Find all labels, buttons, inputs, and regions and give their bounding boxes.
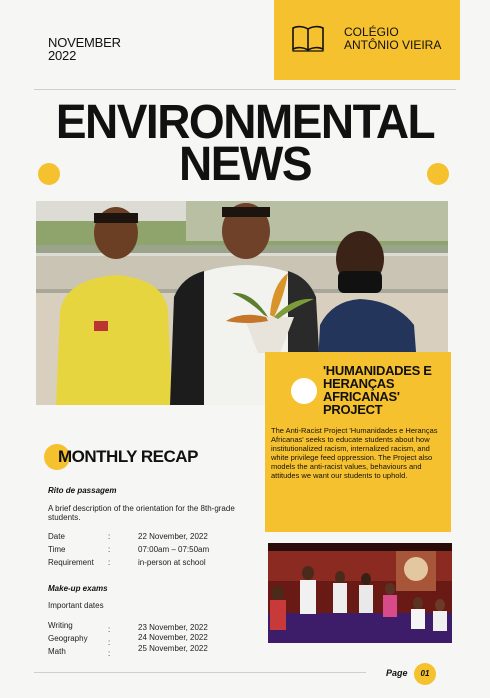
stage-performance-photo [268,543,452,643]
row-label: Time [48,545,66,554]
monthly-recap-heading: MONTHLY RECAP [58,447,198,466]
row-separator: : [108,649,111,658]
row-separator: : [108,532,111,541]
row-value: 25 November, 2022 [138,644,208,653]
row-value: 23 November, 2022 [138,623,208,632]
newsletter-title-line2: NEWS [179,135,311,191]
section-title-makeup: Make-up exams [48,584,108,593]
section-subtitle: Important dates [48,601,104,610]
row-label: Requirement [48,558,94,567]
footer-divider [34,672,366,673]
decor-dot-right [427,163,449,185]
row-label: Math [48,647,66,656]
issue-date: NOVEMBER 2022 [48,35,121,63]
open-book-icon [291,24,325,52]
page-label: Page [386,668,408,678]
row-separator: : [108,558,111,567]
newsletter-title-line1: ENVIRONMENTAL [55,93,435,149]
page-number: 01 [420,669,430,678]
row-label: Writing [48,621,73,630]
divider [34,89,456,90]
row-separator: : [108,545,111,554]
row-label: Geography [48,634,88,643]
row-label: Date [48,532,65,541]
section-title-rito: Rito de passagem [48,486,117,495]
row-separator: : [108,638,111,647]
row-value: in-person at school [138,558,206,567]
decor-dot-left [38,163,60,185]
feature-body: The Anti-Racist Project 'Humanidades e Heranças Africanas' seeks to educate students about how institutionalized racism, internalized racism, and white privilege feed oppression. The Project also models the anti-racist values, behaviours and attitudes we want our students to uphold. [271,426,438,480]
school-banner [274,0,460,80]
section-description: A brief description of the orientation for the 8th-grade students. [48,504,235,522]
feature-title: 'HUMANIDADES E HERANÇAS AFRICANAS' PROJECT [323,363,432,417]
row-value: 07:00am – 07:50am [138,545,210,554]
decor-circle [291,378,317,404]
row-value: 24 November, 2022 [138,633,208,642]
feature-article [265,352,451,532]
row-separator: : [108,625,111,634]
school-name: COLÉGIO ANTÔNIO VIEIRA [344,25,442,52]
row-value: 22 November, 2022 [138,532,208,541]
